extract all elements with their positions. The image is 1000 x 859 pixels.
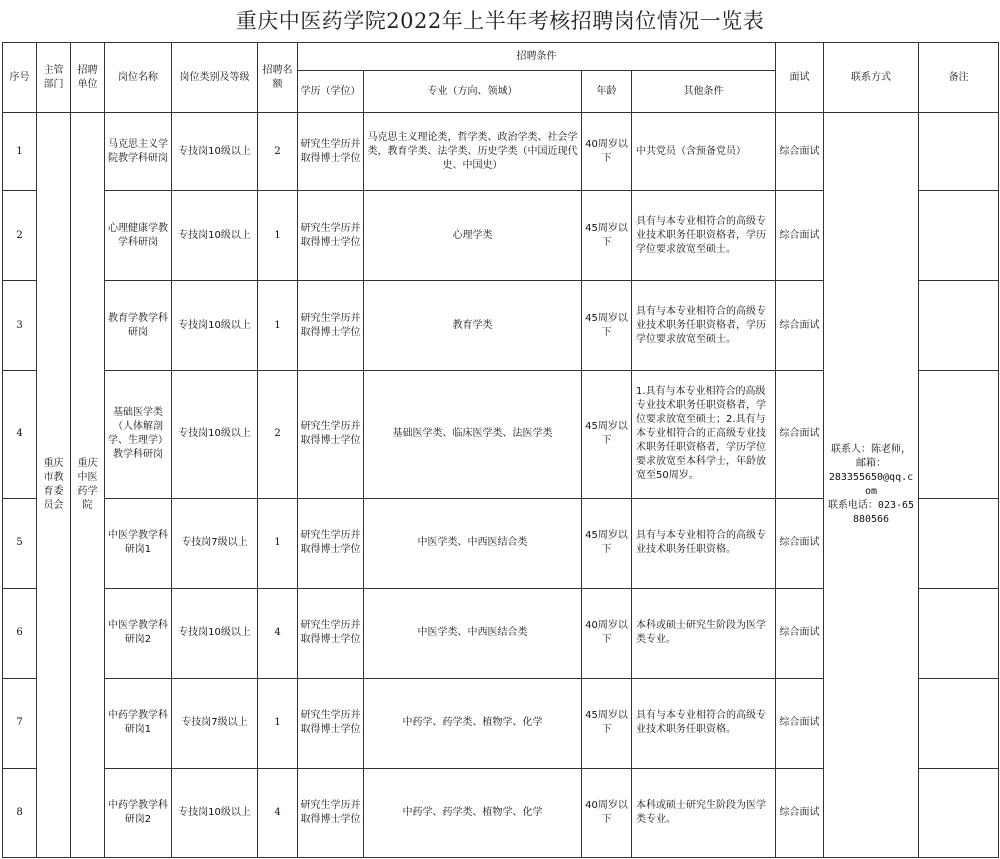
header-quota: 招聘名额 — [258, 43, 298, 113]
row-major: 中药学、药学类、植物学、化学 — [364, 678, 582, 768]
row-seq: 7 — [3, 678, 37, 768]
row-position: 教育学教学科研岗 — [105, 281, 172, 371]
row-interview: 综合面试 — [776, 498, 824, 588]
row-major: 中药学、药学类、植物学、化学 — [364, 768, 582, 857]
row-other: 具有与本专业相符合的高级专业技术职务任职资格者，学历学位要求放宽至硕士。 — [632, 281, 776, 371]
header-major: 专业（方向、领域） — [364, 71, 582, 113]
recruitment-table — [2, 42, 999, 858]
row-remark — [919, 113, 999, 191]
row-education: 研究生学历并取得博士学位 — [298, 191, 364, 281]
row-other: 本科或硕士研究生阶段为医学类专业。 — [632, 588, 776, 678]
row-position: 基础医学类（人体解剖学、生理学）教学科研岗 — [105, 371, 172, 498]
header-age: 年龄 — [582, 71, 632, 113]
row-interview: 综合面试 — [776, 678, 824, 768]
row-age: 45周岁以下 — [582, 678, 632, 768]
row-remark — [919, 191, 999, 281]
row-major: 教育学类 — [364, 281, 582, 371]
row-category: 专技岗7级以上 — [172, 498, 258, 588]
row-seq: 5 — [3, 498, 37, 588]
row-position: 中医学教学科研岗1 — [105, 498, 172, 588]
row-education: 研究生学历并取得博士学位 — [298, 768, 364, 857]
row-interview: 综合面试 — [776, 113, 824, 191]
contact-email-label: 邮箱： — [856, 458, 886, 470]
row-education: 研究生学历并取得博士学位 — [298, 371, 364, 498]
row-position: 马克思主义学院教学科研岗 — [105, 113, 172, 191]
row-position: 中药学教学科研岗1 — [105, 678, 172, 768]
header-category: 岗位类别及等级 — [172, 43, 258, 113]
row-remark — [919, 371, 999, 498]
row-major: 中医学类、中西医结合类 — [364, 588, 582, 678]
row-age: 40周岁以下 — [582, 588, 632, 678]
row-category: 专技岗10级以上 — [172, 588, 258, 678]
row-other: 具有与本专业相符合的高级专业技术职务任职资格。 — [632, 498, 776, 588]
row-quota: 1 — [258, 498, 298, 588]
row-age: 40周岁以下 — [582, 113, 632, 191]
row-major: 马克思主义理论类，哲学类、政治学类、社会学类，教育学类、法学类、历史学类（中国近现代史、中国史） — [364, 113, 582, 191]
row-education: 研究生学历并取得博士学位 — [298, 498, 364, 588]
row-major: 基础医学类、临床医学类、法医学类 — [364, 371, 582, 498]
row-quota: 2 — [258, 371, 298, 498]
row-other: 本科或硕士研究生阶段为医学类专业。 — [632, 768, 776, 857]
row-interview: 综合面试 — [776, 768, 824, 857]
row-major: 中医学类、中西医结合类 — [364, 498, 582, 588]
row-age: 45周岁以下 — [582, 371, 632, 498]
header-education: 学历（学位） — [298, 71, 364, 113]
row-education: 研究生学历并取得博士学位 — [298, 588, 364, 678]
row-education: 研究生学历并取得博士学位 — [298, 678, 364, 768]
row-category: 专技岗10级以上 — [172, 768, 258, 857]
header-remark: 备注 — [919, 43, 999, 113]
row-quota: 1 — [258, 191, 298, 281]
page-title: 重庆中医药学院2022年上半年考核招聘岗位情况一览表 — [235, 9, 765, 33]
contact-person: 联系人：陈老师， — [831, 444, 911, 456]
row-age: 40周岁以下 — [582, 768, 632, 857]
table-row — [3, 113, 999, 191]
header-seq: 序号 — [3, 43, 37, 113]
row-other: 具有与本专业相符合的高级专业技术职务任职资格者，学历学位要求放宽至硕士。 — [632, 191, 776, 281]
row-position: 心理健康学教学科研岗 — [105, 191, 172, 281]
header-conditions: 招聘条件 — [298, 43, 776, 71]
row-interview: 综合面试 — [776, 191, 824, 281]
contact-cell — [824, 113, 919, 858]
row-seq: 1 — [3, 113, 37, 191]
row-seq: 3 — [3, 281, 37, 371]
header-row-top — [3, 43, 999, 71]
row-category: 专技岗10级以上 — [172, 191, 258, 281]
row-remark — [919, 281, 999, 371]
row-seq: 4 — [3, 371, 37, 498]
row-remark — [919, 768, 999, 857]
unit-cell: 重庆中医药学院 — [71, 113, 105, 858]
row-remark — [919, 678, 999, 768]
row-position: 中药学教学科研岗2 — [105, 768, 172, 857]
row-other: 具有与本专业相符合的高级专业技术职务任职资格。 — [632, 678, 776, 768]
row-seq: 6 — [3, 588, 37, 678]
row-category: 专技岗10级以上 — [172, 371, 258, 498]
header-interview: 面试 — [776, 43, 824, 113]
contact-phone: 联系电话：023-65880566 — [827, 500, 915, 526]
row-quota: 1 — [258, 281, 298, 371]
row-category: 专技岗10级以上 — [172, 281, 258, 371]
row-interview: 综合面试 — [776, 371, 824, 498]
row-age: 45周岁以下 — [582, 281, 632, 371]
row-remark — [919, 498, 999, 588]
row-quota: 2 — [258, 113, 298, 191]
dept-cell: 重庆市教育委员会 — [37, 113, 71, 858]
header-position: 岗位名称 — [105, 43, 172, 113]
header-unit: 招聘单位 — [71, 43, 105, 113]
row-remark — [919, 588, 999, 678]
header-contact: 联系方式 — [824, 43, 919, 113]
row-other: 1.具有与本专业相符合的高级专业技术职务任职资格者，学位要求放宽至硕士；2.具有与本专业相符合的正高级专业技术职务任职资格者，学历学位要求放宽至本科学士，年龄放宽至50周岁。 — [632, 371, 776, 498]
row-interview: 综合面试 — [776, 281, 824, 371]
row-age: 45周岁以下 — [582, 191, 632, 281]
row-education: 研究生学历并取得博士学位 — [298, 113, 364, 191]
row-quota: 1 — [258, 678, 298, 768]
row-category: 专技岗10级以上 — [172, 113, 258, 191]
row-major: 心理学类 — [364, 191, 582, 281]
row-seq: 2 — [3, 191, 37, 281]
row-seq: 8 — [3, 768, 37, 857]
row-position: 中医学教学科研岗2 — [105, 588, 172, 678]
header-other: 其他条件 — [632, 71, 776, 113]
contact-email: 283355650@qq.com — [828, 472, 914, 498]
row-quota: 4 — [258, 768, 298, 857]
row-interview: 综合面试 — [776, 588, 824, 678]
row-education: 研究生学历并取得博士学位 — [298, 281, 364, 371]
row-quota: 4 — [258, 588, 298, 678]
row-other: 中共党员（含预备党员） — [632, 113, 776, 191]
header-dept: 主管部门 — [37, 43, 71, 113]
row-age: 45周岁以下 — [582, 498, 632, 588]
row-category: 专技岗7级以上 — [172, 678, 258, 768]
